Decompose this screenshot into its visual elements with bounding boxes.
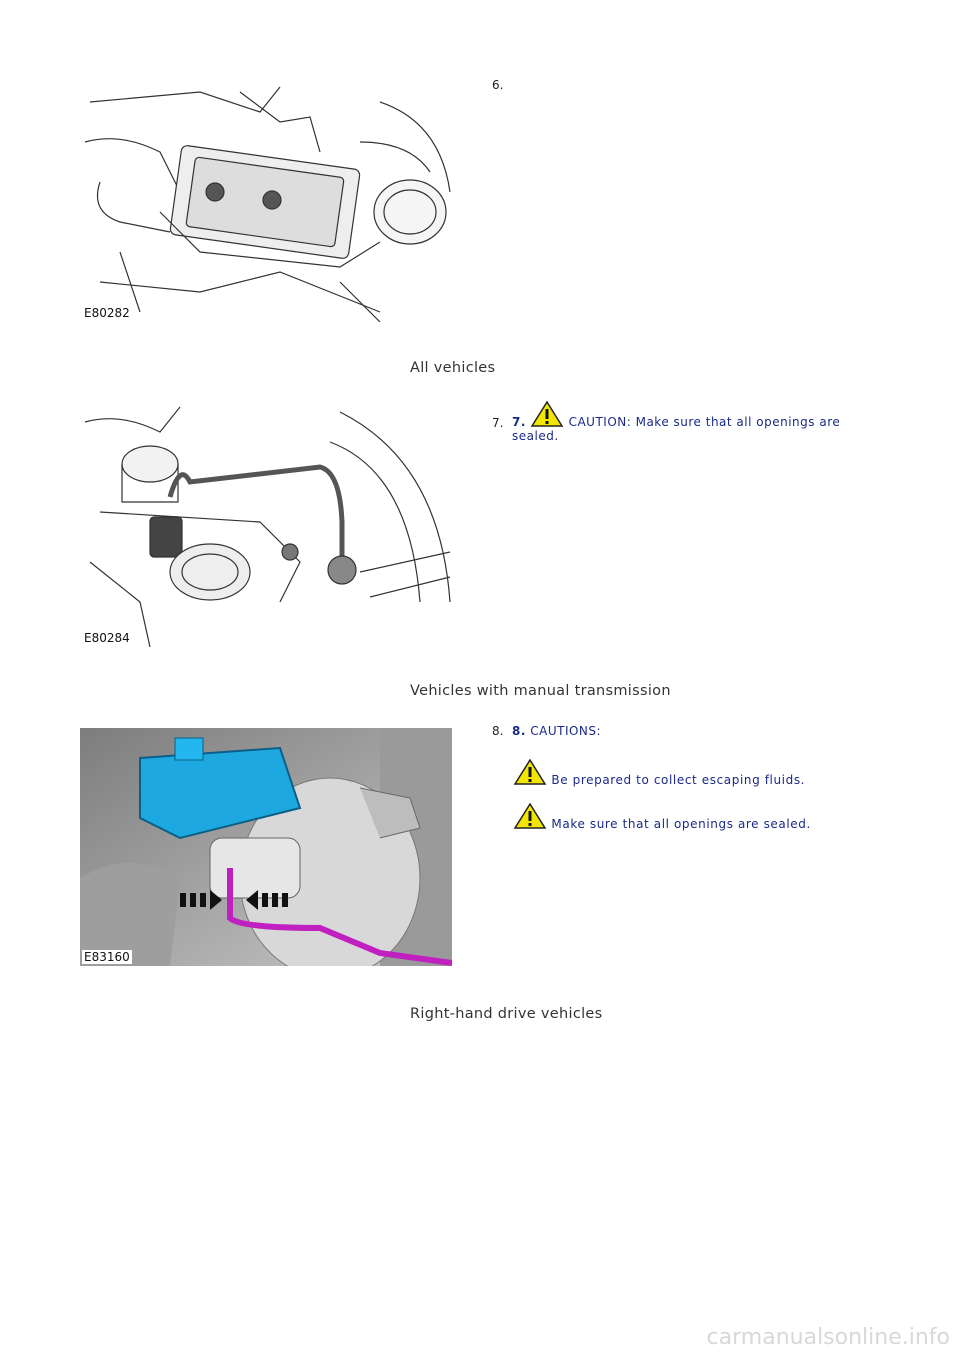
watermark: carmanualsonline.info [706, 1325, 950, 1350]
figure-e83160 [80, 728, 452, 966]
caution-item [513, 758, 805, 787]
figure-code: E83160 [84, 950, 130, 964]
caution-text: Be prepared to collect escaping fluids. [551, 773, 806, 787]
line-drawing [80, 82, 452, 322]
figure-e80282 [80, 82, 452, 322]
figure-e80284 [80, 402, 452, 647]
figure-caption: Vehicles with manual transmission [410, 683, 671, 699]
caution-text: Make sure that all openings are sealed. [551, 817, 811, 831]
step-bold-number: 8. [512, 724, 526, 738]
caution-item [513, 802, 811, 831]
figure-code: E80284 [84, 631, 130, 645]
step-number: 6. [492, 78, 504, 92]
line-drawing [80, 402, 452, 647]
figure-caption: Right-hand drive vehicles [410, 1006, 603, 1022]
warning-triangle-icon [513, 758, 547, 786]
caution-text [512, 400, 872, 443]
step-number: 8. [492, 724, 504, 738]
warning-triangle-icon [530, 400, 564, 428]
figure-caption: All vehicles [410, 360, 496, 376]
cautions-title: CAUTIONS: [530, 724, 602, 738]
figure-code: E80282 [84, 306, 130, 320]
warning-triangle-icon [513, 802, 547, 830]
step-number: 7. [492, 416, 504, 430]
cautions-heading [512, 724, 601, 738]
rendered-illustration [80, 728, 452, 966]
step-bold-number: 7. [512, 415, 526, 429]
caution-message: CAUTION: Make sure that all openings are sealed. [512, 415, 841, 443]
